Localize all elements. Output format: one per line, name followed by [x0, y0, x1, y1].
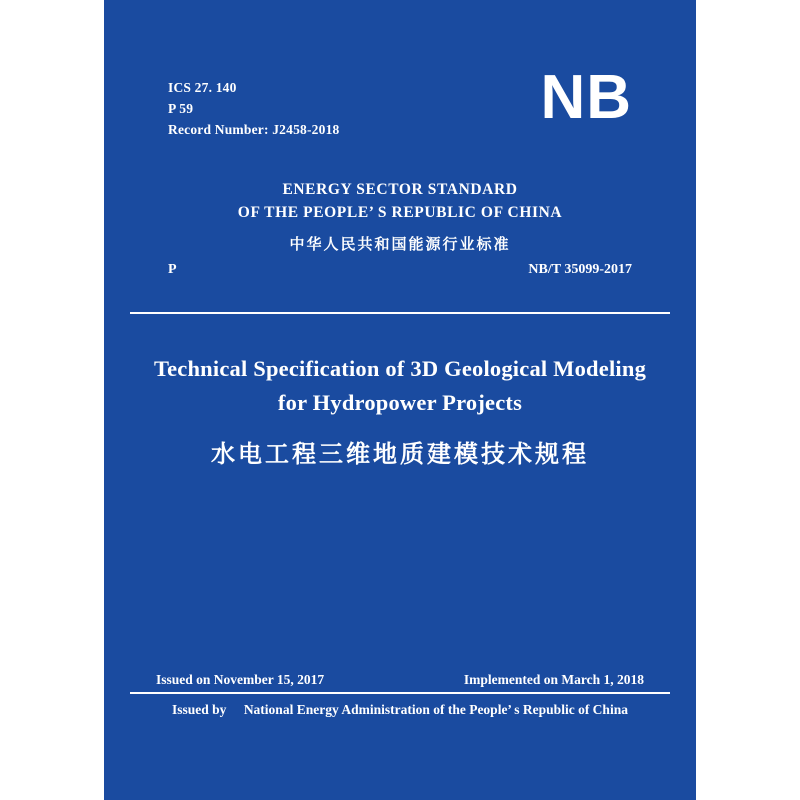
standard-body-chinese: 中华人民共和国能源行业标准	[289, 234, 511, 253]
title-english-line2: for Hydropower Projects	[277, 389, 523, 415]
record-number: Record Number: J2458-2018	[168, 121, 340, 137]
category-letter: P	[168, 262, 177, 277]
classification-code: P 59	[168, 100, 194, 116]
divider-top	[130, 312, 670, 314]
standard-cover	[104, 0, 696, 800]
title-chinese: 水电工程三维地质建模技术规程	[211, 439, 589, 468]
issuer-row	[104, 702, 696, 718]
standard-code-row	[104, 262, 696, 278]
standard-body-english-line1: ENERGY SECTOR STANDARD	[282, 181, 518, 198]
standard-body-english-line2: OF THE PEOPLE’ S REPUBLIC OF CHINA	[237, 204, 563, 222]
cover-header	[104, 63, 696, 141]
dates-row	[104, 672, 696, 688]
issued-on-date: Issued on November 15, 2017	[156, 672, 325, 687]
document-title-block	[104, 352, 696, 469]
nb-logo: NB	[540, 63, 632, 132]
implemented-on-date: Implemented on March 1, 2018	[463, 672, 644, 687]
standard-body-block	[104, 178, 696, 254]
ics-number: ICS 27. 140	[168, 80, 237, 95]
issuer-name: National Energy Administration of the People’ s Republic of China	[243, 702, 628, 717]
ics-information	[168, 78, 339, 141]
standard-number: NB/T 35099-2017	[528, 262, 632, 277]
issued-by-label: Issued by	[172, 702, 227, 717]
title-english-line1: Technical Specification of 3D Geological Modeling	[153, 356, 647, 381]
divider-bottom	[130, 692, 670, 694]
